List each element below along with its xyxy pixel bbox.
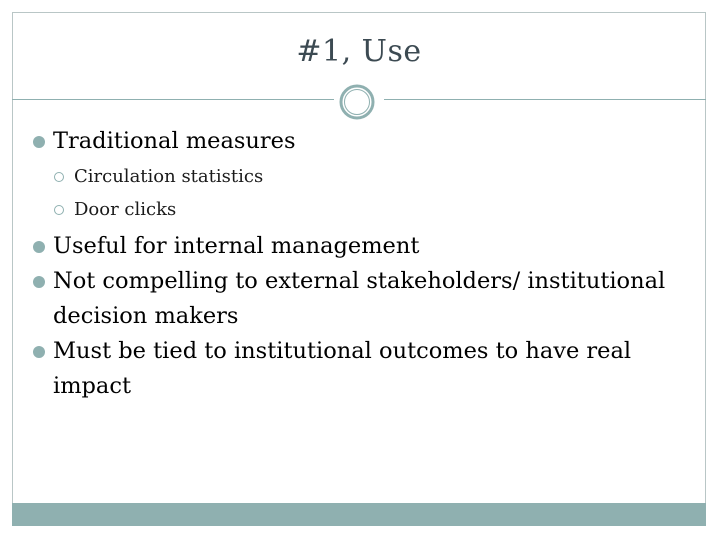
- title-divider-right: [384, 99, 706, 100]
- sub-bullet-text: Circulation statistics: [74, 166, 264, 187]
- sub-bullet-list: [30, 160, 690, 226]
- slide-body: [30, 124, 690, 404]
- hollow-circle-bullet-icon: [54, 172, 64, 182]
- hollow-circle-bullet-icon: [54, 205, 64, 215]
- slide-title: #1, Use: [296, 34, 422, 69]
- filled-circle-bullet-icon: [33, 276, 45, 288]
- bullet-item: [30, 229, 690, 264]
- bullet-item: [30, 334, 690, 404]
- bullet-text: Not compelling to external stakeholders/ institutional decision makers: [53, 268, 666, 329]
- ring-ornament-icon: [337, 82, 377, 122]
- sub-bullet-text: Door clicks: [74, 199, 177, 220]
- sub-bullet-item: [30, 160, 690, 193]
- filled-circle-bullet-icon: [33, 136, 45, 148]
- bullet-text: Must be tied to institutional outcomes to have real impact: [53, 338, 632, 399]
- filled-circle-bullet-icon: [33, 241, 45, 253]
- bullet-item: [30, 124, 690, 159]
- footer-bar: [12, 503, 706, 526]
- bullet-text: Useful for internal management: [53, 233, 420, 259]
- bullet-item: [30, 264, 690, 334]
- title-divider-left: [12, 99, 334, 100]
- bullet-text: Traditional measures: [53, 128, 296, 154]
- sub-bullet-item: [30, 193, 690, 226]
- filled-circle-bullet-icon: [33, 346, 45, 358]
